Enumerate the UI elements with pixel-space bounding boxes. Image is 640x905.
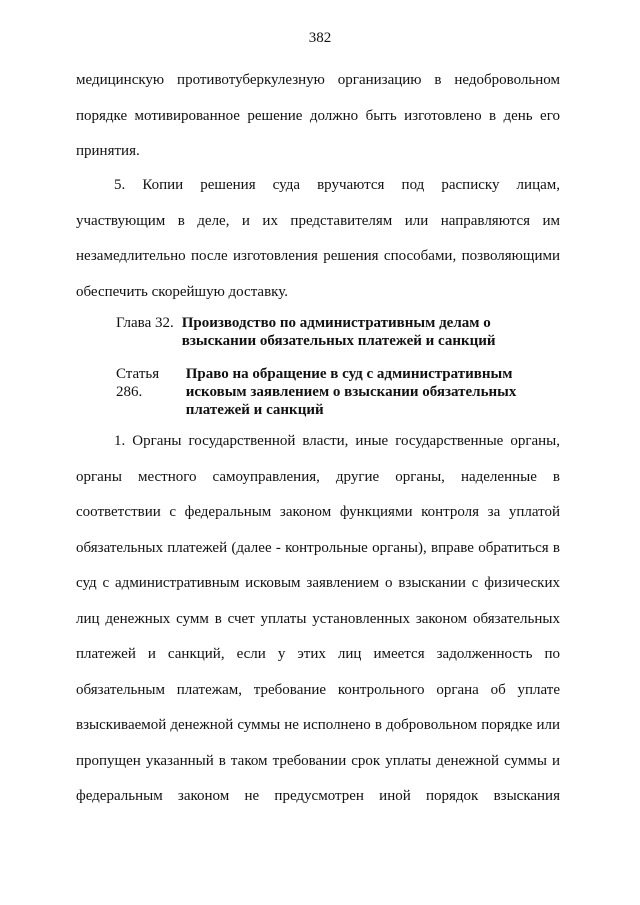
chapter-title-line: взыскании обязательных платежей и санкций bbox=[181, 333, 496, 349]
article-title-line: Право на обращение в суд с административным bbox=[185, 366, 513, 382]
text-line: суд с административным исковым заявлением о взыскании с физических bbox=[76, 575, 560, 591]
text-line: принятия. bbox=[76, 143, 140, 159]
text-line: обязательных платежей (далее - контрольные органы), вправе обратиться в bbox=[76, 539, 560, 556]
text-line: 1. Органы государственной власти, иные государственные органы, bbox=[114, 433, 560, 449]
text-line: обеспечить скорейшую доставку. bbox=[76, 283, 288, 300]
text-line: порядке мотивированное решение должно быть изготовлено в день его bbox=[76, 107, 560, 124]
article-title-line: исковым заявлением о взыскании обязательных bbox=[185, 384, 517, 400]
text-line: участвующим в деле, и их представителям или направляются им bbox=[76, 212, 560, 229]
article-title bbox=[186, 365, 517, 419]
text-line: медицинскую противотуберкулезную организацию в недобровольном bbox=[76, 72, 560, 88]
text-line: соответствии с федеральным законом функциями контроля за уплатой bbox=[76, 504, 560, 520]
paragraph-item-1 bbox=[76, 424, 560, 815]
chapter-title bbox=[182, 314, 496, 350]
text-line: платежей и санкций, если у этих лиц имеется задолженность по bbox=[76, 646, 560, 662]
article-heading bbox=[116, 365, 516, 419]
paragraph-continuation bbox=[76, 63, 560, 170]
chapter-label: Глава 32. bbox=[116, 315, 174, 331]
text-line: 5. Копии решения суда вручаются под расписку лицам, bbox=[114, 177, 560, 193]
chapter-title-line: Производство по административным делам о bbox=[181, 315, 491, 331]
text-line: пропущен указанный в таком требовании срок уплаты денежной суммы и bbox=[76, 752, 560, 769]
text-line: лиц денежных сумм в счет уплаты установленных законом обязательных bbox=[76, 610, 560, 627]
article-title-line: платежей и санкций bbox=[185, 402, 324, 418]
article-label: Статья 286. bbox=[116, 366, 160, 400]
paragraph-item-5 bbox=[76, 168, 560, 310]
page-number: 382 bbox=[308, 30, 332, 46]
text-line: взыскиваемой денежной суммы не исполнено в добровольном порядке или bbox=[76, 717, 560, 733]
text-line: органы местного самоуправления, другие органы, наделенные в bbox=[76, 468, 560, 485]
text-line: незамедлительно после изготовления решения способами, позволяющими bbox=[76, 248, 560, 264]
text-line: обязательным платежам, требование контрольного органа об уплате bbox=[76, 681, 560, 698]
chapter-heading bbox=[116, 314, 496, 350]
text-line: федеральным законом не предусмотрен иной порядок взыскания bbox=[76, 788, 560, 804]
